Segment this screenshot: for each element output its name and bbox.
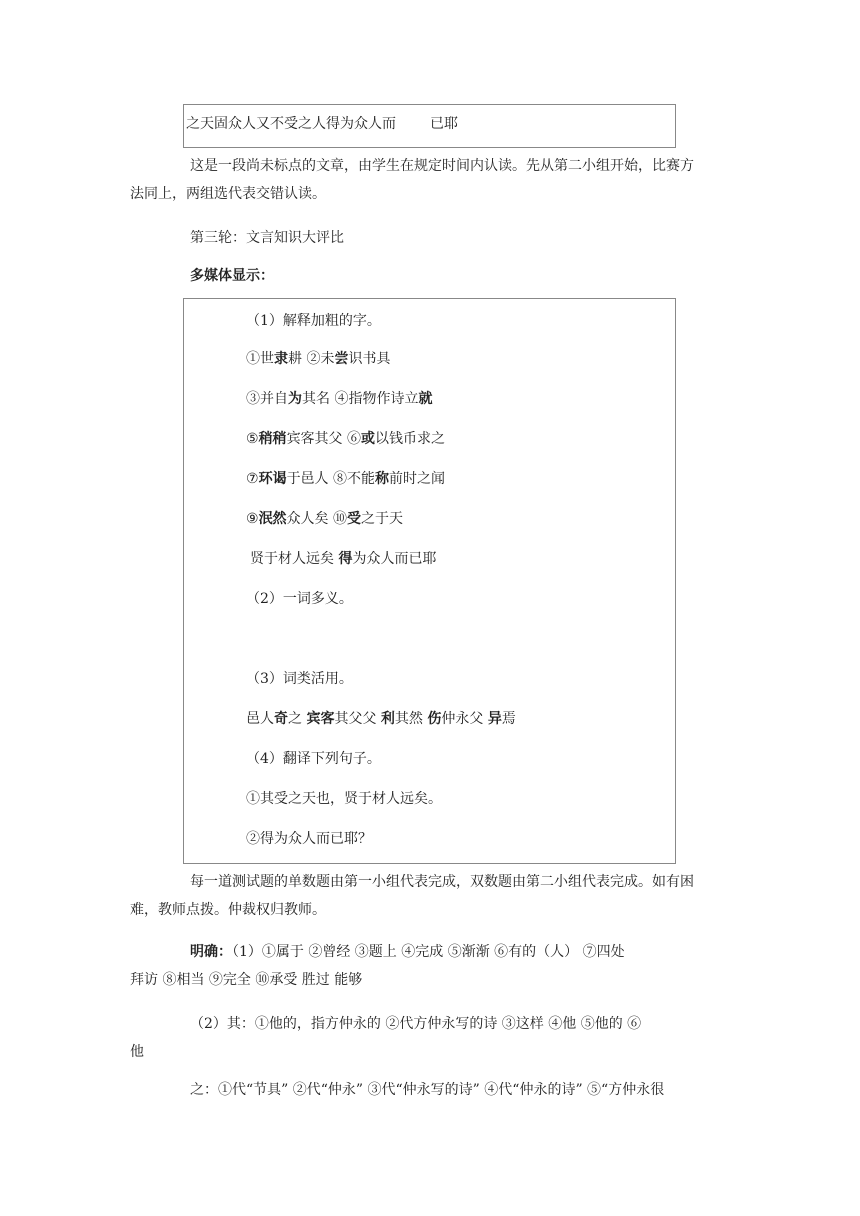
q1-row1: ①世隶耕 ②未尝识书具 (246, 351, 391, 367)
answer-line1: 明确：（1）①属于 ②曾经 ③题上 ④完成 ⑤渐渐 ⑥有的（人） ⑦四处 (190, 944, 625, 960)
q1-row3: ⑤稍稍宾客其父 ⑥或以钱币求之 (246, 431, 446, 447)
multimedia-label: 多媒体显示： (190, 268, 274, 284)
q1-row5: ⑨泯然众人矣 ⑩受之于天 (246, 511, 404, 527)
top-box-text-a: 之天固众人又不受之人得为众人而 (186, 116, 396, 132)
para1-line2: 法同上，两组选代表交错认读。 (130, 186, 326, 202)
top-text-box (183, 104, 676, 148)
para2-line1: 每一道测试题的单数题由第一小组代表完成，双数题由第二小组代表完成。如有困 (190, 874, 694, 890)
q3-row: 邑人奇之 宾客其父父 利其然 伤仲永父 异焉 (246, 711, 516, 727)
q4-sentence1: ①其受之天也，贤于材人远矣。 (246, 791, 442, 807)
exercise-box (183, 298, 676, 864)
q1-title: （1）解释加粗的字。 (246, 313, 381, 329)
q1-row4: ⑦环谒于邑人 ⑧不能称前时之闻 (246, 471, 446, 487)
q4-sentence2: ②得为众人而已耶？ (246, 831, 372, 847)
answer-line4: 他 (130, 1044, 144, 1060)
q4-title: （4）翻译下列句子。 (246, 751, 381, 767)
round3-heading: 第三轮：文言知识大评比 (190, 230, 344, 246)
q2-title: （2）一词多义。 (246, 591, 353, 607)
q1-row2: ③并自为其名 ④指物作诗立就 (246, 391, 433, 407)
answer-line5: 之：①代“节具” ②代“仲永” ③代“仲永写的诗” ④代“仲永的诗” ⑤“方仲永很 (190, 1082, 665, 1098)
para1-line1: 这是一段尚未标点的文章，由学生在规定时间内认读。先从第二小组开始，比赛方 (190, 158, 694, 174)
top-box-line (186, 114, 458, 134)
top-box-text-b: 已耶 (430, 116, 458, 132)
answer-line2: 拜访 ⑧相当 ⑨完全 ⑩承受 胜过 能够 (130, 972, 363, 988)
answer-line3: （2）其：①他的，指方仲永的 ②代方仲永写的诗 ③这样 ④他 ⑤他的 ⑥ (190, 1016, 642, 1032)
q1-row6: 贤于材人远矣 得为众人而已耶 (250, 551, 437, 567)
answer-label: 明确： (190, 944, 232, 960)
para2-line2: 难，教师点拨。仲裁权归教师。 (130, 902, 326, 918)
q3-title: （3）词类活用。 (246, 671, 353, 687)
